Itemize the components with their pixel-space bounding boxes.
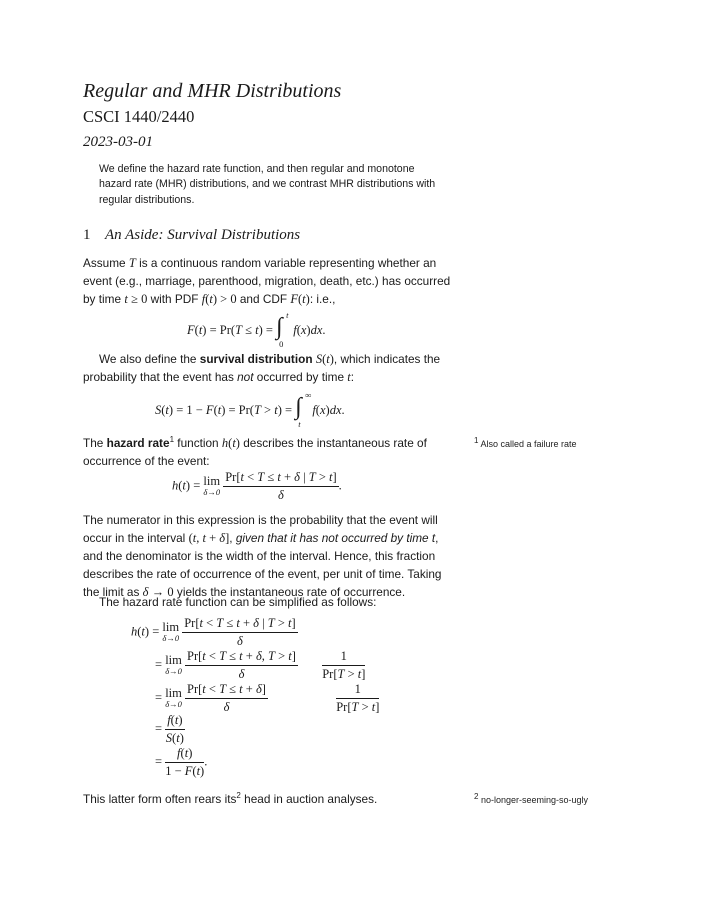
text-run: with PDF: [147, 292, 202, 306]
paragraph-6: [83, 787, 453, 808]
paragraph-2: We also define the survival distribution S(t), which indicates the probability that the event has not occurred by time t:: [83, 352, 441, 384]
derivation-line-3: = lim δ→0 $\frac{Pr[t < T \le t + \delta]}{\delta}$ $\frac{1}{Pr[T > t]}$: [155, 682, 380, 714]
text-run: describes the instantaneous rate of occurrence of the event:: [83, 435, 427, 468]
equation-cdf: F(t) = Pr(T ≤ t) = ∫ t 0 f(x)dx.: [187, 310, 326, 349]
equation-survival: S(t) = 1 − F(t) = Pr(T > t) = ∫ ∞ t f(x)dx.: [155, 390, 345, 429]
sidenote-mark: 2: [474, 792, 479, 801]
section-title: An Aside: Survival Distributions: [105, 227, 301, 243]
bold-term: hazard rate: [106, 435, 170, 450]
emphasis: given that it has not occurred by time t: [235, 531, 436, 545]
footnote-mark: 1: [169, 435, 175, 444]
text-run: , and the denominator is the width of the interval. Hence, this fraction describes the rate of occurrence of the event, per unit of time. Taking the limit as: [83, 531, 442, 599]
paragraph-4: The numerator in this expression is the probability that the event will occur in the interval (t, t + δ], given that it has not occurred by time t, and the denominator is the width of the interval. Hence, this fraction describes the rate of occurrence of the event, per unit of time. Taking the limit as δ → 0 yields the instantaneous rate of occurrence.: [83, 513, 442, 599]
paragraph-1: Assume T is a continuous random variable representing whether an event (e.g., marriage, parenthood, migration, death, etc.) has occurred by time t ≥ 0 with PDF f(t) > 0 and CDF F(t): i.e.,: [83, 256, 451, 306]
emphasis: not: [237, 370, 254, 384]
text-run: This latter form often rears its: [83, 791, 237, 806]
text-run: occurred by time: [253, 370, 348, 384]
course-label: CSCI 1440/2440: [83, 107, 195, 126]
text-run: We also define the: [99, 352, 200, 366]
text-run: The numerator in this expression is the probability that the event will occur in the interval: [83, 513, 438, 545]
sidenote-text: Also called a failure rate: [480, 439, 577, 449]
text-run: and CDF: [236, 292, 291, 306]
text-run: The: [83, 435, 107, 450]
text-run: Assume: [83, 256, 129, 270]
footnote-mark: 2: [236, 791, 241, 800]
text-run: head in auction analyses.: [240, 791, 378, 806]
derivation-line-5: = $\frac{f(t)}{1 - F(t)}$ .: [155, 746, 208, 778]
date-label: 2023-03-01: [83, 134, 153, 150]
derivation-line-1: h(t) = lim δ→0 $\frac{Pr[t < T \le t + \delta | T > t]}{\delta}$: [131, 616, 296, 648]
sidenote-text: no-longer-seeming-so-ugly: [480, 795, 589, 805]
text-run: , which indicates the probability that the event has: [83, 352, 441, 384]
section-number: 1: [83, 227, 91, 243]
bold-term: survival distribution: [199, 352, 313, 366]
paper-title: Regular and MHR Distributions: [83, 80, 342, 102]
abstract: We define the hazard rate function, and then regular and monotone hazard rate (MHR) distributions, and we contrast MHR distributions with regular distributions.: [99, 163, 436, 206]
equation-hazard: h(t) = lim δ→0 $\frac{Pr[t < T \le t + \delta | T > t]}{\delta}$ .: [172, 470, 342, 502]
section-heading: [83, 227, 300, 244]
text-run: is a continuous random variable representing whether an event (e.g., marriage, parenthood, migration, death, etc.) has occurred by time: [83, 256, 451, 306]
paragraph-3: The hazard rate$^1$ function h(t) describes the instantaneous rate of occurrence of the event:: [83, 435, 427, 468]
sidenote-1: [474, 436, 577, 449]
sidenote-2: [474, 792, 588, 805]
derivation-line-4: = $\frac{f(t)}{S(t)}$: [155, 713, 184, 745]
text-run: yields the instantaneous rate of occurrence.: [173, 585, 406, 599]
sidenote-mark: 1: [474, 436, 479, 445]
derivation-line-2: = lim δ→0 $\frac{Pr[t < T \le t + \delta, T > t]}{\delta}$ $\frac{1}{Pr[T > t]}$: [155, 649, 366, 681]
text-run: function: [174, 435, 222, 450]
text-run: : i.e.,: [309, 292, 336, 306]
paragraph-5: The hazard rate function can be simplified as follows:: [99, 595, 377, 609]
